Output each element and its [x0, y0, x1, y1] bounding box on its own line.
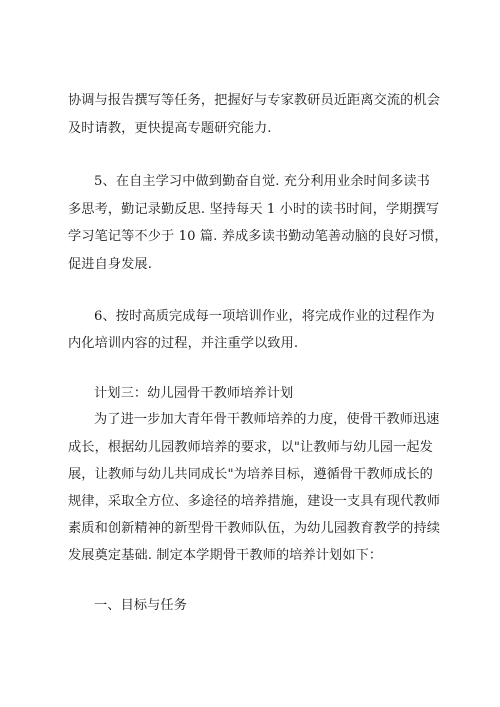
text-line-6: 促进自身发展.	[68, 257, 153, 272]
text-line-12: 展，让教师与幼儿共同成长"为培养目标，遵循骨干教师成长的	[68, 467, 433, 482]
section-heading-goals: 一、目标与任务	[94, 598, 188, 613]
text-line-13: 规律，采取全方位、多途径的培养措施，建设一支具有现代教师	[68, 494, 441, 509]
text-line-5: 学习笔记等不少于 10 篇. 养成多读书勤动笔善动脑的良好习惯，	[68, 229, 448, 244]
text-line-7: 6、按时高质完成每一项培训作业，将完成作业的过程作为	[94, 309, 435, 324]
text-line-3: 5、在自主学习中做到勤奋自觉. 充分利用业余时间多读书	[94, 174, 430, 189]
section-heading-plan-three: 计划三：幼儿园骨干教师培养计划	[94, 386, 294, 401]
text-line-1: 协调与报告撰写等任务，把握好与专家教研员近距离交流的机会	[68, 93, 441, 108]
text-line-15: 发展奠定基础. 制定本学期骨干教师的培养计划如下：	[68, 548, 383, 563]
text-line-10: 为了进一步加大青年骨干教师培养的力度，使骨干教师迅速	[94, 412, 440, 427]
text-line-2: 及时请教，更快提高专题研究能力.	[68, 121, 272, 136]
text-line-14: 素质和创新精神的新型骨干教师队伍，为幼儿园教育教学的持续	[68, 521, 441, 536]
text-line-4: 多思考，勤记录勤反思. 坚持每天 1 小时的读书时间，学期撰写	[68, 202, 440, 217]
text-line-8: 内化培训内容的过程，并注重学以致用.	[68, 336, 299, 351]
text-line-11: 成长，根据幼儿园教师培养的要求，以"让教师与幼儿园一起发	[68, 440, 433, 455]
